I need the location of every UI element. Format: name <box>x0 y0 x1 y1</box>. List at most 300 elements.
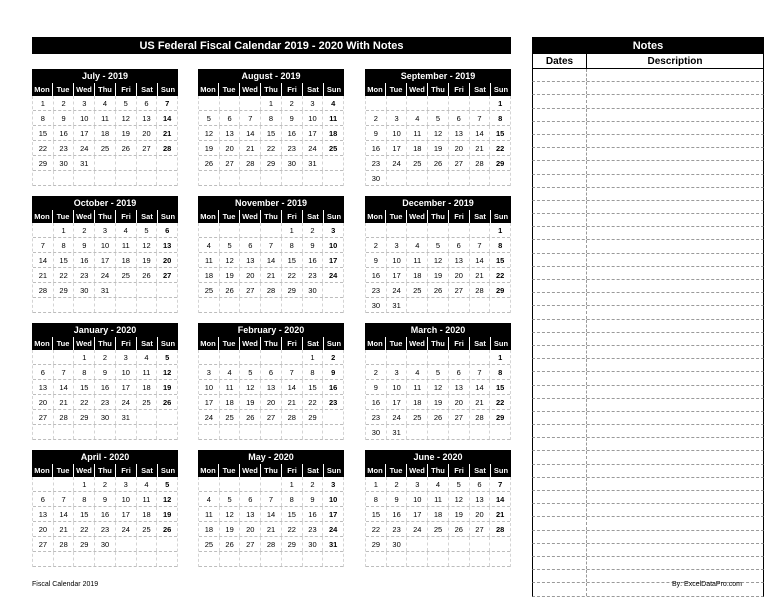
week-row <box>33 96 177 111</box>
weekday-header: Wed <box>407 337 428 350</box>
weekday-header: Mon <box>365 83 386 96</box>
day-cell: 31 <box>95 283 116 297</box>
week-row <box>199 350 343 365</box>
day-cell: 25 <box>407 283 428 297</box>
note-row[interactable] <box>532 188 764 201</box>
note-description-cell[interactable] <box>587 372 763 384</box>
day-cell: 5 <box>137 223 158 237</box>
day-cell: 19 <box>428 268 449 282</box>
note-description-cell[interactable] <box>587 135 763 147</box>
day-cell <box>261 477 282 491</box>
day-cell: 22 <box>74 522 95 536</box>
week-row <box>366 283 510 298</box>
day-cell: 5 <box>220 238 241 252</box>
week-row <box>199 552 343 567</box>
note-description-cell[interactable] <box>587 544 763 556</box>
note-date-cell[interactable] <box>533 451 587 463</box>
day-cell: 1 <box>74 477 95 491</box>
note-date-cell[interactable] <box>533 531 587 543</box>
week-row <box>366 552 510 567</box>
month-calendar <box>198 69 344 186</box>
weekday-header-row <box>32 83 178 96</box>
note-row[interactable] <box>532 465 764 478</box>
note-description-cell[interactable] <box>587 333 763 345</box>
note-date-cell[interactable] <box>533 82 587 94</box>
note-description-cell[interactable] <box>587 465 763 477</box>
week-row <box>33 141 177 156</box>
day-cell <box>470 425 491 439</box>
note-date-cell[interactable] <box>533 438 587 450</box>
day-cell: 29 <box>282 283 303 297</box>
day-cell: 19 <box>137 253 158 267</box>
note-row[interactable] <box>532 267 764 280</box>
note-date-cell[interactable] <box>533 214 587 226</box>
day-cell: 29 <box>74 537 95 551</box>
day-cell: 3 <box>387 365 408 379</box>
weekday-header: Fri <box>116 83 137 96</box>
week-row <box>366 96 510 111</box>
week-row <box>199 268 343 283</box>
day-cell: 14 <box>163 113 172 123</box>
day-cell <box>261 425 282 439</box>
weekday-header: Sat <box>470 83 491 96</box>
week-row <box>199 141 343 156</box>
week-row <box>199 96 343 111</box>
weekday-header: Wed <box>74 337 95 350</box>
week-row <box>33 253 177 268</box>
day-cell: 5 <box>449 477 470 491</box>
note-date-cell[interactable] <box>533 95 587 107</box>
note-row[interactable] <box>532 135 764 148</box>
note-description-cell[interactable] <box>587 227 763 239</box>
day-cell <box>199 171 220 185</box>
weekday-header: Thu <box>95 337 116 350</box>
day-cell <box>303 298 324 312</box>
note-description-cell[interactable] <box>587 82 763 94</box>
note-date-cell[interactable] <box>533 465 587 477</box>
note-row[interactable] <box>532 320 764 333</box>
note-row[interactable] <box>532 346 764 359</box>
day-cell: 19 <box>199 141 220 155</box>
note-row[interactable] <box>532 412 764 425</box>
day-cell: 26 <box>116 141 137 155</box>
day-cell <box>428 552 449 566</box>
note-date-cell[interactable] <box>533 267 587 279</box>
day-cell: 23 <box>366 156 387 170</box>
weekday-header: Fri <box>282 464 303 477</box>
week-row <box>366 223 510 238</box>
weekday-header: Thu <box>261 210 282 223</box>
note-row[interactable] <box>532 478 764 491</box>
day-cell: 13 <box>261 380 282 394</box>
note-date-cell[interactable] <box>533 478 587 490</box>
note-description-cell[interactable] <box>587 69 763 81</box>
day-cell: 10 <box>387 380 408 394</box>
note-row[interactable] <box>532 293 764 306</box>
note-row[interactable] <box>532 425 764 438</box>
note-row[interactable] <box>532 175 764 188</box>
day-cell: 2 <box>95 350 116 364</box>
week-row <box>366 380 510 395</box>
day-cell: 31 <box>387 425 408 439</box>
note-date-cell[interactable] <box>533 320 587 332</box>
note-date-cell[interactable] <box>533 227 587 239</box>
note-description-cell[interactable] <box>587 240 763 252</box>
day-cell <box>407 298 428 312</box>
day-cell: 7 <box>54 365 75 379</box>
day-cell: 23 <box>282 141 303 155</box>
note-row[interactable] <box>532 69 764 82</box>
day-cell <box>470 552 491 566</box>
weekday-header: Tue <box>386 337 407 350</box>
day-cell: 25 <box>95 141 116 155</box>
day-cell: 11 <box>116 238 137 252</box>
note-date-cell[interactable] <box>533 109 587 121</box>
note-row[interactable] <box>532 227 764 240</box>
note-description-cell[interactable] <box>587 188 763 200</box>
day-cell: 12 <box>116 111 137 125</box>
note-date-cell[interactable] <box>533 254 587 266</box>
note-description-cell[interactable] <box>587 148 763 160</box>
day-cell <box>282 425 303 439</box>
day-cell: 4 <box>407 365 428 379</box>
note-date-cell[interactable] <box>533 372 587 384</box>
note-row[interactable] <box>532 148 764 161</box>
day-cell: 11 <box>329 113 338 123</box>
day-cell: 15 <box>282 253 303 267</box>
note-row[interactable] <box>532 399 764 412</box>
note-date-cell[interactable] <box>533 386 587 398</box>
note-description-cell[interactable] <box>587 267 763 279</box>
day-cell <box>282 350 303 364</box>
note-date-cell[interactable] <box>533 570 587 582</box>
note-row[interactable] <box>532 306 764 319</box>
day-cell: 3 <box>303 96 324 110</box>
note-date-cell[interactable] <box>533 491 587 503</box>
day-cell: 12 <box>240 380 261 394</box>
note-row[interactable] <box>532 82 764 95</box>
day-cell: 26 <box>428 283 449 297</box>
day-cell: 24 <box>303 141 324 155</box>
note-description-cell[interactable] <box>587 320 763 332</box>
day-cell: 12 <box>163 494 172 504</box>
day-cell: 25 <box>428 522 449 536</box>
day-cell <box>303 552 324 566</box>
day-cell: 6 <box>470 477 491 491</box>
note-description-cell[interactable] <box>587 386 763 398</box>
day-cell: 24 <box>387 156 408 170</box>
note-description-cell[interactable] <box>587 214 763 226</box>
note-date-cell[interactable] <box>533 293 587 305</box>
note-date-cell[interactable] <box>533 201 587 213</box>
day-cell <box>157 425 177 439</box>
note-row[interactable] <box>532 161 764 174</box>
day-cell: 10 <box>387 253 408 267</box>
weekday-header: Thu <box>261 337 282 350</box>
note-date-cell[interactable] <box>533 306 587 318</box>
note-description-cell[interactable] <box>587 412 763 424</box>
day-cell: 9 <box>95 492 116 506</box>
note-row[interactable] <box>532 214 764 227</box>
day-cell: 18 <box>137 507 158 521</box>
day-cell: 26 <box>163 397 172 407</box>
note-row[interactable] <box>532 531 764 544</box>
day-cell: 26 <box>163 524 172 534</box>
day-cell: 31 <box>329 539 338 549</box>
note-date-cell[interactable] <box>533 504 587 516</box>
day-cell: 14 <box>54 507 75 521</box>
note-row[interactable] <box>532 201 764 214</box>
day-cell: 6 <box>261 365 282 379</box>
note-date-cell[interactable] <box>533 175 587 187</box>
day-cell: 30 <box>95 410 116 424</box>
week-row <box>33 238 177 253</box>
day-cell: 25 <box>199 537 220 551</box>
footer-left: Fiscal Calendar 2019 <box>32 581 99 588</box>
note-description-cell[interactable] <box>587 122 763 134</box>
note-row[interactable] <box>532 438 764 451</box>
day-cell: 9 <box>282 111 303 125</box>
note-row[interactable] <box>532 109 764 122</box>
note-row[interactable] <box>532 333 764 346</box>
note-description-cell[interactable] <box>587 201 763 213</box>
note-description-cell[interactable] <box>587 161 763 173</box>
note-date-cell[interactable] <box>533 135 587 147</box>
week-row <box>199 537 343 552</box>
day-cell <box>199 552 220 566</box>
weekday-header: Fri <box>449 83 470 96</box>
note-row[interactable] <box>532 386 764 399</box>
day-cell: 6 <box>449 111 470 125</box>
day-cell: 25 <box>407 410 428 424</box>
week-row <box>199 283 343 298</box>
day-cell <box>387 223 408 237</box>
note-description-cell[interactable] <box>587 478 763 490</box>
note-description-cell[interactable] <box>587 557 763 569</box>
weekday-header: Tue <box>386 464 407 477</box>
day-cell: 30 <box>366 298 387 312</box>
day-cell: 23 <box>329 397 338 407</box>
day-cell <box>199 298 220 312</box>
day-cell: 5 <box>165 352 170 362</box>
day-cell: 2 <box>74 223 95 237</box>
day-cell: 6 <box>220 111 241 125</box>
note-description-cell[interactable] <box>587 399 763 411</box>
note-date-cell[interactable] <box>533 399 587 411</box>
note-description-cell[interactable] <box>587 491 763 503</box>
month-calendar <box>365 323 511 440</box>
day-cell <box>220 298 241 312</box>
note-description-cell[interactable] <box>587 175 763 187</box>
note-date-cell[interactable] <box>533 69 587 81</box>
weekday-header-row <box>198 210 344 223</box>
day-cell: 15 <box>303 380 324 394</box>
note-description-cell[interactable] <box>587 531 763 543</box>
day-cell: 1 <box>33 96 54 110</box>
week-row <box>366 395 510 410</box>
day-cell: 21 <box>496 509 505 519</box>
weekday-header: Thu <box>95 83 116 96</box>
day-cell: 30 <box>74 283 95 297</box>
note-description-cell[interactable] <box>587 438 763 450</box>
note-description-cell[interactable] <box>587 293 763 305</box>
note-date-cell[interactable] <box>533 544 587 556</box>
day-cell <box>157 171 177 185</box>
note-row[interactable] <box>532 544 764 557</box>
week-row <box>366 253 510 268</box>
week-row <box>199 507 343 522</box>
day-cell <box>490 171 510 185</box>
note-description-cell[interactable] <box>587 504 763 516</box>
day-cell <box>199 96 220 110</box>
note-date-cell[interactable] <box>533 122 587 134</box>
note-date-cell[interactable] <box>533 346 587 358</box>
day-cell <box>33 350 54 364</box>
note-row[interactable] <box>532 240 764 253</box>
day-cell: 25 <box>137 522 158 536</box>
day-cell: 24 <box>74 141 95 155</box>
note-date-cell[interactable] <box>533 412 587 424</box>
day-cell: 28 <box>496 524 505 534</box>
day-cell: 8 <box>33 111 54 125</box>
weekday-header: Sun <box>324 83 344 96</box>
day-cell: 10 <box>329 494 338 504</box>
note-row[interactable] <box>532 122 764 135</box>
day-cell <box>137 552 158 566</box>
day-cell: 7 <box>470 238 491 252</box>
note-row[interactable] <box>532 372 764 385</box>
day-cell: 5 <box>220 492 241 506</box>
weekday-header: Wed <box>74 83 95 96</box>
weekday-header: Thu <box>95 210 116 223</box>
note-date-cell[interactable] <box>533 161 587 173</box>
day-cell: 4 <box>407 238 428 252</box>
weekday-header: Fri <box>282 210 303 223</box>
day-cell: 9 <box>366 126 387 140</box>
note-description-cell[interactable] <box>587 451 763 463</box>
weekday-header: Thu <box>95 464 116 477</box>
day-cell: 15 <box>74 380 95 394</box>
note-row[interactable] <box>532 280 764 293</box>
week-row <box>366 537 510 552</box>
note-date-cell[interactable] <box>533 280 587 292</box>
note-row[interactable] <box>532 254 764 267</box>
day-cell: 8 <box>54 238 75 252</box>
note-description-cell[interactable] <box>587 346 763 358</box>
weekday-header: Sun <box>491 337 511 350</box>
note-date-cell[interactable] <box>533 359 587 371</box>
note-row[interactable] <box>532 504 764 517</box>
day-cell <box>407 223 428 237</box>
note-description-cell[interactable] <box>587 109 763 121</box>
day-cell: 1 <box>74 350 95 364</box>
day-cell: 24 <box>329 524 338 534</box>
day-cell: 27 <box>470 522 491 536</box>
day-cell <box>261 223 282 237</box>
day-cell: 28 <box>282 410 303 424</box>
day-cell: 7 <box>33 238 54 252</box>
note-description-cell[interactable] <box>587 517 763 529</box>
day-cell: 7 <box>498 479 503 489</box>
note-row[interactable] <box>532 557 764 570</box>
weekday-header: Tue <box>53 210 74 223</box>
day-cell <box>199 477 220 491</box>
day-cell <box>449 96 470 110</box>
day-cell: 16 <box>366 141 387 155</box>
day-cell: 17 <box>116 380 137 394</box>
day-cell: 14 <box>261 253 282 267</box>
day-cell: 8 <box>498 240 503 250</box>
day-cell: 21 <box>240 141 261 155</box>
month-calendar <box>198 196 344 313</box>
day-cell: 8 <box>74 365 95 379</box>
weekday-header: Sat <box>470 337 491 350</box>
day-cell: 18 <box>116 253 137 267</box>
day-cell: 21 <box>261 268 282 282</box>
note-date-cell[interactable] <box>533 517 587 529</box>
note-row[interactable] <box>532 491 764 504</box>
day-cell: 25 <box>137 395 158 409</box>
note-description-cell[interactable] <box>587 254 763 266</box>
week-row <box>366 238 510 253</box>
note-row[interactable] <box>532 359 764 372</box>
note-date-cell[interactable] <box>533 240 587 252</box>
day-cell <box>240 298 261 312</box>
day-cell: 30 <box>303 537 324 551</box>
day-cell <box>137 537 158 551</box>
note-date-cell[interactable] <box>533 557 587 569</box>
day-cell: 23 <box>54 141 75 155</box>
day-cell: 8 <box>498 367 503 377</box>
note-row[interactable] <box>532 451 764 464</box>
month-calendar <box>365 196 511 313</box>
note-description-cell[interactable] <box>587 280 763 292</box>
day-cell <box>137 410 158 424</box>
month-title: March - 2020 <box>365 323 511 337</box>
day-cell: 28 <box>33 283 54 297</box>
note-row[interactable] <box>532 95 764 108</box>
day-cell: 5 <box>199 111 220 125</box>
day-cell: 17 <box>74 126 95 140</box>
day-cell <box>95 425 116 439</box>
note-date-cell[interactable] <box>533 425 587 437</box>
note-date-cell[interactable] <box>533 583 587 595</box>
weekday-header: Tue <box>219 337 240 350</box>
day-cell: 9 <box>303 238 324 252</box>
day-cell <box>407 171 428 185</box>
day-cell: 2 <box>366 111 387 125</box>
day-cell <box>199 223 220 237</box>
note-description-cell[interactable] <box>587 425 763 437</box>
day-cell <box>157 410 177 424</box>
note-date-cell[interactable] <box>533 333 587 345</box>
day-cell: 19 <box>428 141 449 155</box>
weekday-header: Wed <box>240 210 261 223</box>
day-cell <box>220 171 241 185</box>
note-description-cell[interactable] <box>587 95 763 107</box>
note-description-cell[interactable] <box>587 359 763 371</box>
weekday-header: Wed <box>240 83 261 96</box>
day-cell <box>240 96 261 110</box>
note-description-cell[interactable] <box>587 306 763 318</box>
note-date-cell[interactable] <box>533 148 587 160</box>
month-calendar <box>365 450 511 567</box>
day-cell <box>428 223 449 237</box>
day-cell: 2 <box>366 365 387 379</box>
note-row[interactable] <box>532 517 764 530</box>
day-cell: 22 <box>74 395 95 409</box>
note-date-cell[interactable] <box>533 188 587 200</box>
